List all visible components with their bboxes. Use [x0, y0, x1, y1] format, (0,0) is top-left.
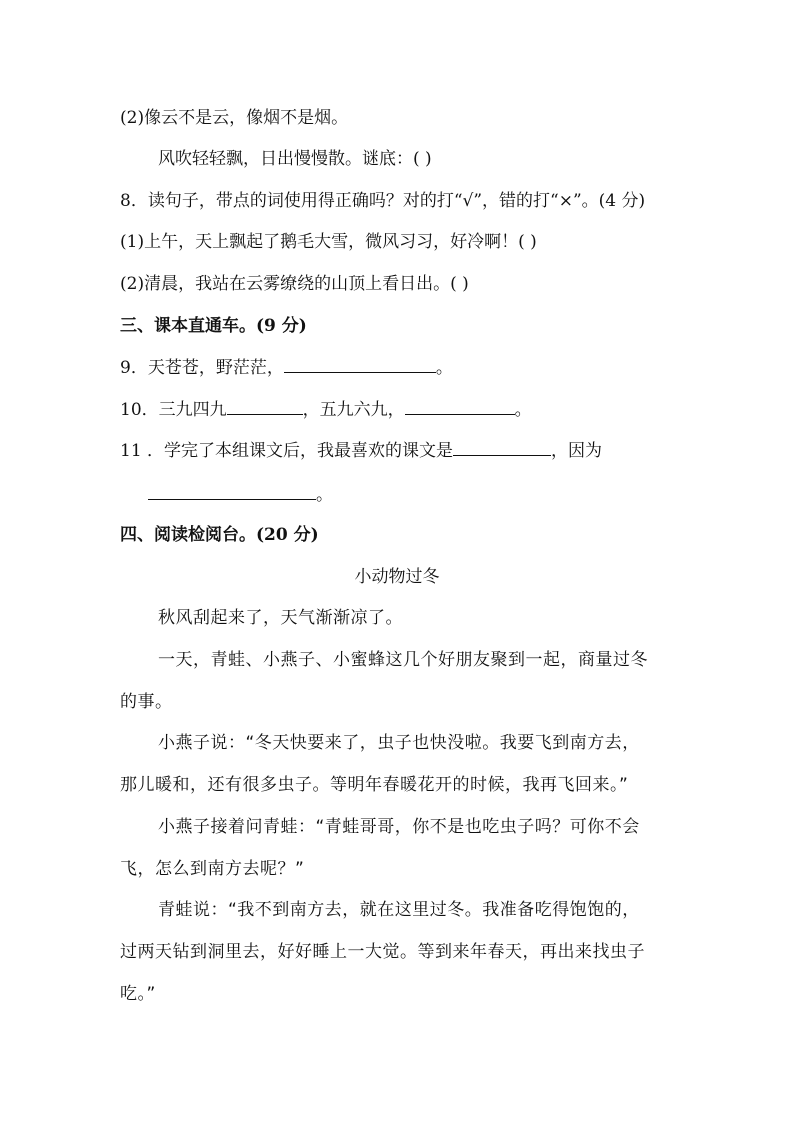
question-9: [120, 356, 453, 380]
passage-paragraph-1: 秋风刮起来了，天气渐渐凉了。: [158, 608, 403, 628]
question-11-answer-blank-1[interactable]: [453, 439, 551, 456]
question-10-middle: ，五九六九，: [302, 400, 405, 420]
passage-title: 小动物过冬: [354, 567, 440, 587]
question-10-answer-blank-1[interactable]: [227, 398, 303, 415]
passage-paragraph-5-line-2: 过两天钻到洞里去，好好睡上一大觉。等到来年春天，再出来找虫子: [120, 942, 645, 962]
passage-paragraph-5-line-3: 吃。”: [120, 984, 156, 1004]
question-11-suffix: 。: [316, 485, 333, 505]
question-9-suffix: 。: [435, 358, 453, 378]
passage-paragraph-3-line-1: 小燕子说：“冬天快要来了，虫子也快没啦。我要飞到南方去，: [158, 733, 640, 753]
question-11-answer-blank-2[interactable]: [148, 483, 316, 500]
question-11-middle: ，因为: [551, 441, 603, 461]
riddle-2-line-2: 风吹轻轻飘，日出慢慢散。谜底：( ): [158, 149, 432, 169]
question-11-line-2: [148, 483, 333, 507]
section-4-heading: 四、阅读检阅台。(20 分): [120, 525, 319, 545]
question-9-answer-blank[interactable]: [284, 356, 436, 373]
section-3-heading: 三、课本直通车。(9 分): [120, 316, 307, 336]
question-10: [120, 398, 532, 422]
question-10-answer-blank-2[interactable]: [405, 398, 515, 415]
passage-paragraph-5-line-1: 青蛙说：“我不到南方去，就在这里过冬。我准备吃得饱饱的，: [158, 900, 640, 920]
question-11: [120, 439, 602, 463]
passage-paragraph-4-line-1: 小燕子接着问青蛙：“青蛙哥哥，你不是也吃虫子吗？可你不会: [158, 817, 640, 837]
passage-paragraph-2-line-2: 的事。: [120, 692, 173, 712]
question-10-suffix: 。: [514, 400, 532, 420]
passage-paragraph-3-line-2: 那儿暖和，还有很多虫子。等明年春暖花开的时候，我再飞回来。”: [120, 775, 629, 795]
question-8-item-2: (2)清晨，我站在云雾缭绕的山顶上看日出。( ): [120, 274, 469, 294]
question-11-prefix: 11 ．学完了本组课文后，我最喜欢的课文是: [120, 441, 454, 461]
question-9-prefix: 9．天苍苍，野茫茫，: [120, 358, 284, 378]
passage-paragraph-2-line-1: 一天，青蛙、小燕子、小蜜蜂这几个好朋友聚到一起，商量过冬: [158, 650, 648, 670]
question-10-prefix: 10．三九四九: [120, 400, 227, 420]
question-8-item-1: (1)上午，天上飘起了鹅毛大雪，微风习习，好冷啊！( ): [120, 232, 537, 252]
riddle-2-line-1: (2)像云不是云，像烟不是烟。: [120, 108, 349, 128]
question-8-stem: 8．读句子，带点的词使用得正确吗？对的打“√”，错的打“×”。(4 分): [120, 191, 646, 211]
passage-paragraph-4-line-2: 飞，怎么到南方去呢？”: [120, 859, 305, 879]
